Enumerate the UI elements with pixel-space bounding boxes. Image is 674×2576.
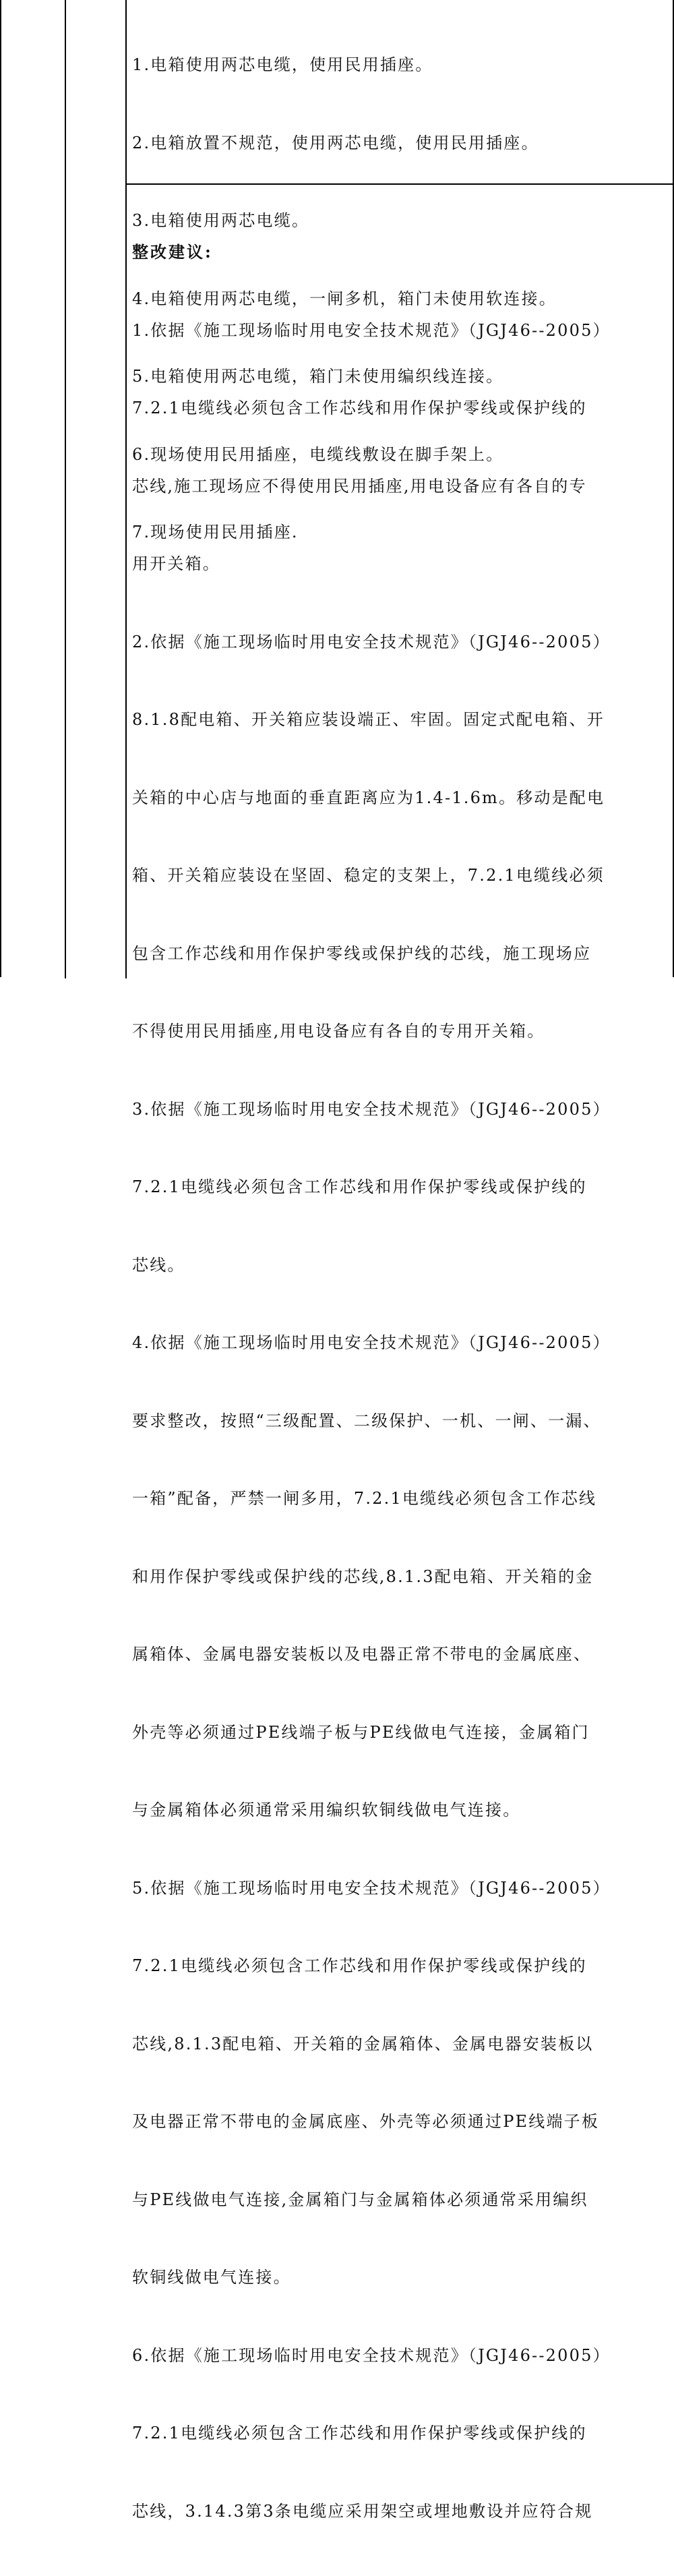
advice-line: 6.依据《施工现场临时用电安全技术规范》（JGJ46--2005）	[132, 2345, 611, 2365]
advice-line: 与金属箱体必须通常采用编织软铜线做电气连接。	[132, 1801, 521, 1819]
advice-line: 一箱”配备，严禁一闸多用，7.2.1电缆线必须包含工作芯线	[132, 1489, 597, 1508]
issue-line: 6.现场使用民用插座，电缆线敷设在脚手架上。	[132, 444, 504, 464]
advice-line: 芯线，3.14.3第3条电缆应采用架空或埋地敷设并应符合规	[132, 2501, 593, 2521]
column-divider-1	[65, 0, 66, 978]
advice-line: 和用作保护零线或保护线的芯线,8.1.3配电箱、开关箱的金	[132, 1567, 594, 1586]
advice-line: 7.2.1电缆线必须包含工作芯线和用作保护零线或保护线的	[132, 1956, 587, 1975]
advice-line: 1.依据《施工现场临时用电安全技术规范》（JGJ46--2005）	[132, 320, 611, 340]
advice-line: 箱、开关箱应装设在坚固、稳定的支架上，7.2.1电缆线必须	[132, 866, 605, 885]
issue-line: 1.电箱使用两芯电缆，使用民用插座。	[132, 55, 433, 74]
advice-line: 包含工作芯线和用作保护零线或保护线的芯线，施工现场应	[132, 943, 592, 963]
advice-line: 外壳等必须通过PE线端子板与PE线做电气连接，金属箱门	[132, 1722, 590, 1742]
advice-line: 7.2.1电缆线必须包含工作芯线和用作保护零线或保护线的	[132, 399, 587, 417]
advice-line: 2.依据《施工现场临时用电安全技术规范》（JGJ46--2005）	[132, 632, 611, 651]
advice-line: 软铜线做电气连接。	[132, 2268, 291, 2287]
column-divider-2	[125, 0, 127, 978]
advice-line: 3.依据《施工现场临时用电安全技术规范》（JGJ46--2005）	[132, 1099, 611, 1119]
advice-line: 4.依据《施工现场临时用电安全技术规范》（JGJ46--2005）	[132, 1333, 611, 1352]
advice-heading: 整改建议:	[132, 242, 213, 262]
advice-line: 用开关箱。	[132, 554, 220, 573]
advice-line: 7.2.1电缆线必须包含工作芯线和用作保护零线或保护线的	[132, 2424, 587, 2442]
advice-line: 7.2.1电缆线必须包含工作芯线和用作保护零线或保护线的	[132, 1177, 587, 1196]
issue-line: 7.现场使用民用插座.	[132, 523, 299, 541]
advice-line: 与PE线做电气连接,金属箱门与金属箱体必须通常采用编织	[132, 2190, 588, 2209]
advice-line: 芯线,施工现场应不得使用民用插座,用电设备应有各自的专	[132, 476, 587, 496]
advice-line: 8.1.8配电箱、开关箱应装设端正、牢固。固定式配电箱、开	[132, 710, 605, 729]
advice-cell	[132, 187, 665, 2576]
advice-line: 不得使用民用插座,用电设备应有各自的专用开关箱。	[132, 1022, 545, 1041]
advice-line: 关箱的中心店与地面的垂直距离应为1.4-1.6m。移动是配电	[132, 788, 605, 807]
advice-line: 及电器正常不带电的金属底座、外壳等必须通过PE线端子板	[132, 2112, 600, 2131]
advice-line: 芯线。	[132, 1255, 185, 1275]
advice-line: 芯线,8.1.3配电箱、开关箱的金属箱体、金属电器安装板以	[132, 2034, 594, 2053]
advice-line: 5.依据《施工现场临时用电安全技术规范》（JGJ46--2005）	[132, 1878, 611, 1898]
issue-line: 4.电箱使用两芯电缆，一闸多机，箱门未使用软连接。	[132, 289, 557, 308]
issue-line: 3.电箱使用两芯电缆。	[132, 211, 310, 230]
issue-line: 2.电箱放置不规范，使用两芯电缆，使用民用插座。	[132, 133, 539, 152]
issue-line: 5.电箱使用两芯电缆，箱门未使用编织线连接。	[132, 367, 504, 386]
advice-line: 要求整改，按照“三级配置、二级保护、一机、一闸、一漏、	[132, 1411, 601, 1430]
advice-line: 属箱体、金属电器安装板以及电器正常不带电的金属底座、	[132, 1645, 592, 1664]
